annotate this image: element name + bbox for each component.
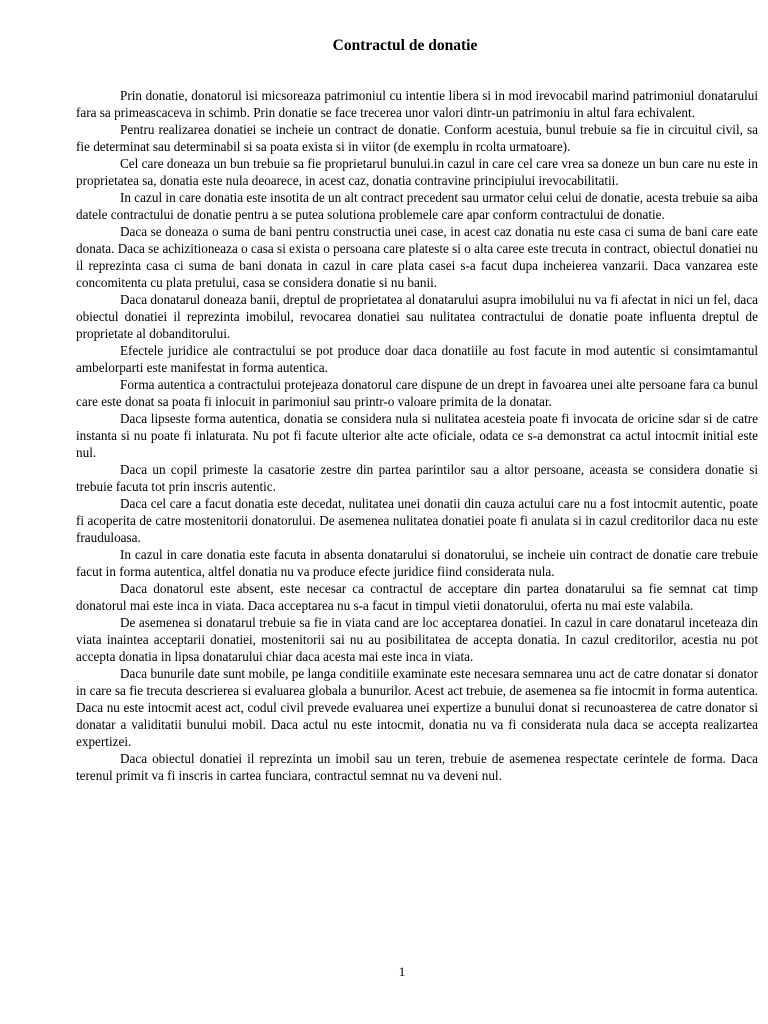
paragraph: Daca un copil primeste la casatorie zestre din partea parintilor sau a altor persoane, aceasta se considera donatie si trebuie facuta tot prin inscris autentic. (76, 462, 758, 494)
paragraph: Daca se doneaza o suma de bani pentru constructia unei case, in acest caz donatia nu este casa ci suma de bani care eate donata. Daca se achizitioneaza o casa si exista o persoana care plateste si o alta caree este trecuta in contract, obiectul donatiei nu il reprezinta casa ci suma de bani donata in cazul in care plata casei s-a facut dupa incheierea vanzarii. Daca vanzarea este concomitenta cu plata pretului, casa se considera donatie si nu banii. (76, 224, 758, 290)
paragraph: Daca cel care a facut donatia este decedat, nulitatea unei donatii din cauza actului care nu a fost intocmit autentic, poate fi acoperita de catre mostenitorii donatorului. De asemenea nulitatea donatiei poate fi anulata si in cazul creditorilor daca nu este frauduloasa. (76, 496, 758, 545)
paragraph: Prin donatie, donatorul isi micsoreaza patrimoniul cu intentie libera si in mod irevocabil marind patrimoniul donatarului fara sa primeascaceva in schimb. Prin donatie se face trecerea unor valori dintr-un patrimoniu in altul fara echivalent. (76, 88, 758, 120)
paragraph: Pentru realizarea donatiei se incheie un contract de donatie. Conform acestuia, bunul trebuie sa fie in circuitul civil, sa fie determinat sau determinabil si sa poata exista si in viitor (de exemplu in rcolta urmatoare). (76, 122, 758, 154)
document-body (76, 87, 758, 784)
paragraph: In cazul in care donatia este insotita de un alt contract precedent sau urmator celui celui de donatie, acesta trebuie sa aiba datele contractului de donatie pentru a se putea solutiona problemele care apar conform contractului de donatie. (76, 190, 758, 222)
paragraph: Forma autentica a contractului protejeaza donatorul care dispune de un drept in favoarea unei alte persoane fara ca bunul care este donat sa poata fi inlocuit in parimoniul sau printr-o valoare primita de la donatar. (76, 377, 758, 409)
paragraph: Daca bunurile date sunt mobile, pe langa conditiile examinate este necesara semnarea unu act de catre donatar si donator in care sa fie trecuta descrierea si evaluarea globala a bunurilor. Acest act trebuie, de asemenea sa fie intocmit in forma autentica. Daca nu este intocmit acest act, codul civil prevede evaluarea unei expertize a bunului donat si recunoasterea de catre donator si donatar a validitatii bunului mobil. Daca actul nu este intocmit, donatia nu va fi considerata nula daca se accepta realizartea expertizei. (76, 666, 758, 749)
page-number: 1 (398, 964, 406, 979)
document-title: Contractul de donatie (332, 37, 478, 54)
paragraph: Daca lipseste forma autentica, donatia se considera nula si nulitatea acesteia poate fi invocata de oricine sdar si de catre instanta si nu poate fi inlaturata. Nu pot fi facute ulterior alte acte oficiale, odata ce s-a demonstrat ca actul intocmit initial este nul. (76, 411, 758, 460)
paragraph: De asemenea si donatarul trebuie sa fie in viata cand are loc acceptarea donatiei. In cazul in care donatarul inceteaza din viata inaintea acceptarii donatiei, mostenitorii sai nu au posibilitatea de accepta donatia. In cazul creditorilor, acestia nu pot accepta donatia in lipsa donatarului chiar daca acesta mai este inca in viata. (76, 615, 758, 664)
paragraph: Daca obiectul donatiei il reprezinta un imobil sau un teren, trebuie de asemenea respectate cerintele de forma. Daca terenul primit va fi inscris in cartea funciara, contractul semnat nu va deveni nul. (76, 751, 758, 783)
paragraph: Daca donatorul este absent, este necesar ca contractul de acceptare din partea donatarului sa fie semnat cat timp donatorul mai este inca in viata. Daca acceptarea nu s-a facut in timpul vietii donatorului, oferta nu mai este valabila. (76, 581, 758, 613)
paragraph: In cazul in care donatia este facuta in absenta donatarului si donatorului, se incheie uin contract de donatie care trebuie facut in forma autentica, altfel donatia nu va produce efecte juridice fiind considerata nula. (76, 547, 758, 579)
paragraph: Daca donatarul doneaza banii, dreptul de proprietatea al donatarului asupra imobilului nu va fi afectat in nici un fel, daca obiectul donatiei il reprezinta imobilul, revocarea donatiei sau nulitatea contractului de donatie poate influenta dreptul de proprietate al dobanditorului. (76, 292, 758, 341)
paragraph: Cel care doneaza un bun trebuie sa fie proprietarul bunului.in cazul in care cel care vrea sa doneze un bun care nu este in proprietatea sa, donatia este nula deoarece, in acest caz, donatia contravine principiului irevocabilitatii. (76, 156, 758, 188)
paragraph: Efectele juridice ale contractului se pot produce doar daca donatiile au fost facute in mod autentic si consimtamantul ambelorparti este manifestat in forma autentica. (76, 343, 758, 375)
